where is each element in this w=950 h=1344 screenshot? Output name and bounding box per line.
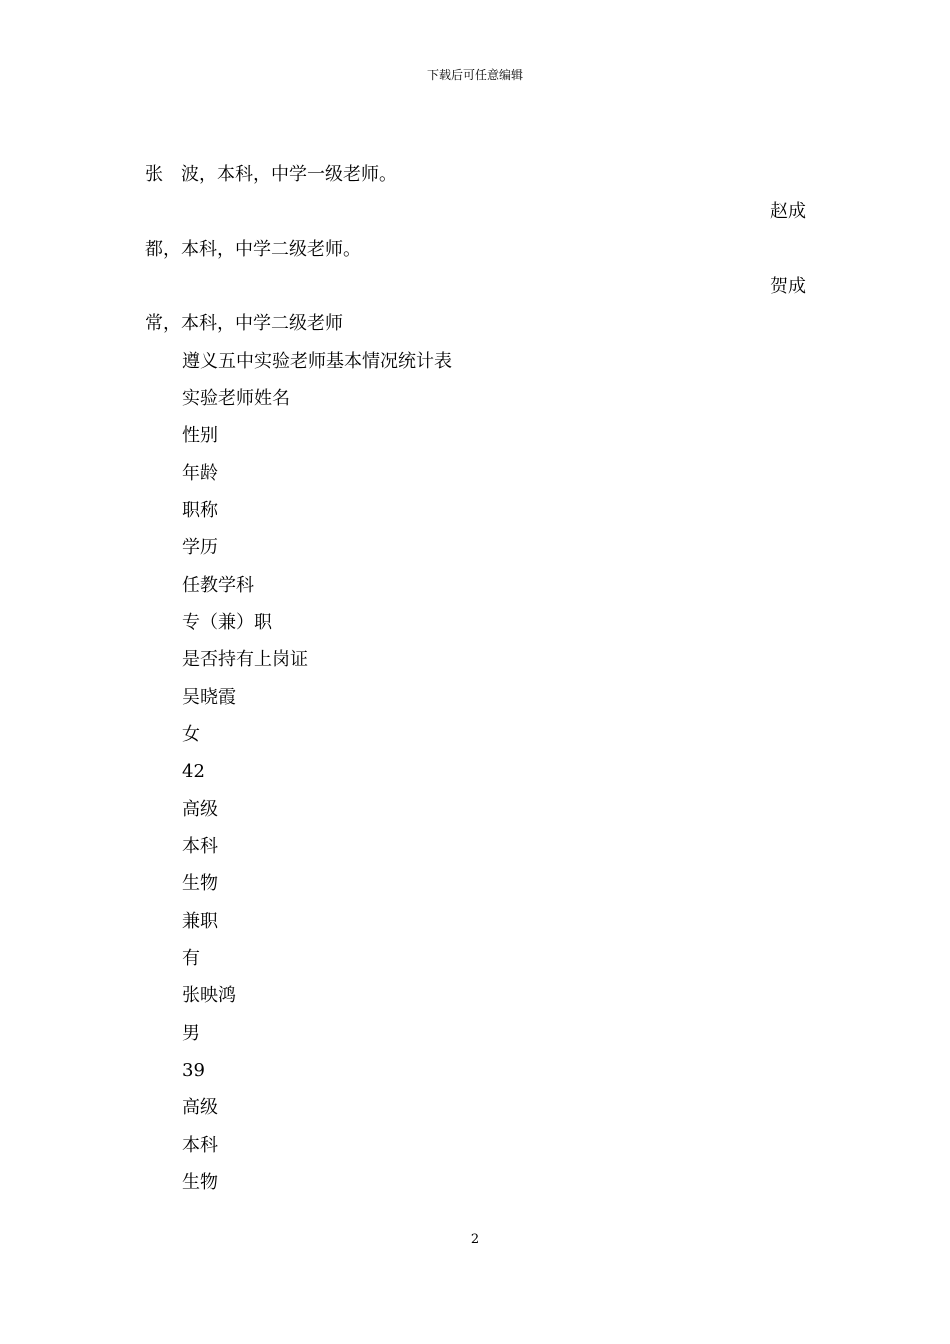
table-cell: 生物: [182, 1172, 218, 1193]
table-cell: 高级: [182, 1097, 218, 1118]
table-header-cell: 实验老师姓名: [182, 388, 290, 409]
paragraph-he-start: 贺成: [770, 276, 806, 297]
table-cell: 42: [182, 761, 205, 782]
table-cell: 张映鸿: [182, 985, 236, 1006]
table-cell: 兼职: [182, 911, 218, 932]
paragraph-zhang-bo: 张 波，本科，中学一级老师。: [145, 164, 397, 185]
table-cell: 女: [182, 724, 200, 745]
table-cell: 有: [182, 948, 200, 969]
paragraph-zhao-start: 赵成: [770, 201, 806, 222]
paragraph-zhao-end: 都，本科，中学二级老师。: [145, 239, 361, 260]
table-header-cell: 任教学科: [182, 575, 254, 596]
table-header-cell: 性别: [182, 425, 218, 446]
table-cell: 吴晓霞: [182, 687, 236, 708]
table-cell: 本科: [182, 836, 218, 857]
table-header-cell: 学历: [182, 537, 218, 558]
table-header-cell: 是否持有上岗证: [182, 649, 308, 670]
table-cell: 男: [182, 1023, 200, 1044]
table-header-cell: 职称: [182, 500, 218, 521]
table-cell: 39: [182, 1060, 205, 1081]
table-header-cell: 年龄: [182, 463, 218, 484]
page-header: 下载后可任意编辑: [426, 68, 523, 82]
table-title: 遵义五中实验老师基本情况统计表: [182, 351, 452, 372]
paragraph-he-end: 常，本科，中学二级老师: [145, 313, 343, 334]
table-header-cell: 专（兼）职: [182, 612, 272, 633]
table-cell: 本科: [182, 1135, 218, 1156]
page-number: 2: [470, 1232, 480, 1247]
table-cell: 生物: [182, 873, 218, 894]
table-cell: 高级: [182, 799, 218, 820]
